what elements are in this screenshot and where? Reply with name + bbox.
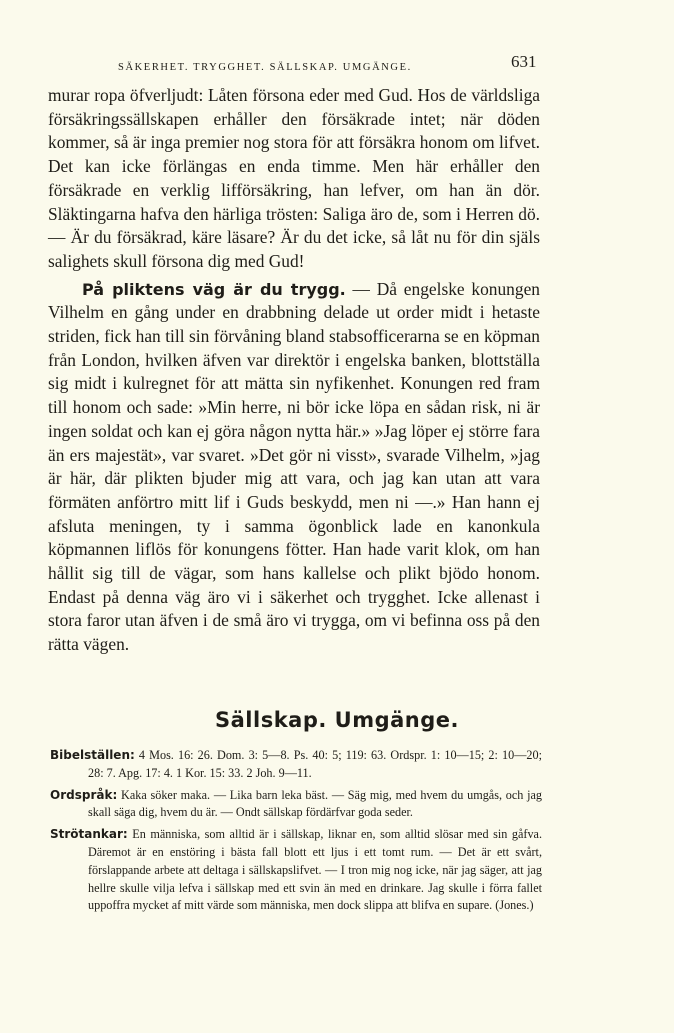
paragraph-continuation: murar ropa öfverljudt: Låten försona eder med Gud. Hos de världsliga försäkringssällskapen erhåller den försäkrade intet; när döden kommer, så är inga premier nog stora för att försäkra honom om lifvet. Det kan icke förlängas en enda timme. Men här erhåller den försäkrade en verklig lifförsäkring, han lefver, om han än dör. Släktingarna hafva den härliga trösten: Saliga äro de, som i Herren dö. — Är du försäkrad, käre läsare? Är du det icke, så låt nu för din själs salighets skull försona dig med Gud! bbox=[48, 85, 540, 271]
ref-text: 4 Mos. 16: 26. Dom. 3: 5—8. Ps. 40: 5; 119: 63. Ordspr. 1: 10—15; 2: 10—20; 28: 7. Apg. 17: 4. 1 Kor. 15: 33. 2 Joh. 9—11. bbox=[88, 748, 542, 780]
page-number: 631 bbox=[511, 52, 537, 71]
body-text bbox=[48, 84, 540, 657]
paragraph-text: — Då engelske konungen Vilhelm en gång under en drabbning delade ut order midt i hetaste striden, fick han till sin förvåning bland stabsofficerarna se en köpman från London, hvilken äfven var direktör i engelska banken, blottställa sig midt i kulregnet för att mätta sin nyfikenhet. Konungen red fram till honom och sade: »Min herre, ni bör icke löpa en sådan risk, ni är ingen soldat och kan ej göra någon nytta här.» »Jag löper ej större fara än ers majestät», var svaret. »Det gör ni visst», svarade Vilhelm, »jag är här, där plikten bjuder mig att vara, och jag kan utan att vara förmäten anförtro mitt lif i Guds beskydd, men ni —.» Han hann ej afsluta meningen, ty i samma ögonblick lade en kanonkula köpmannen liflös för konungens fötter. Han hade varit klok, om han hållit sig till de vägar, som hans kallelse och plikt bjödo honom. Endast på denna väg äro vi i säkerhet och trygghet. Icke allenast i stora faror utan äfven i de små äro vi trygga, om vi befinna oss på den rätta vägen. bbox=[48, 278, 540, 655]
ref-entry-thoughts bbox=[50, 826, 542, 915]
ref-label: Strötankar: bbox=[50, 827, 128, 842]
paragraph-duty bbox=[48, 278, 540, 657]
section-references bbox=[50, 747, 542, 919]
running-head: SÄKERHET. TRYGGHET. SÄLLSKAP. UMGÄNGE. bbox=[118, 62, 412, 73]
ref-entry-proverbs bbox=[50, 787, 542, 823]
ref-label: Ordspråk: bbox=[50, 787, 118, 802]
ref-label: Bibelställen: bbox=[50, 748, 135, 762]
paragraph-heading: På pliktens väg är du trygg. bbox=[82, 279, 346, 299]
section-title: Sällskap. Umgänge. bbox=[215, 708, 459, 732]
ref-text: En människa, som alltid är i sällskap, liknar en, som alltid slösar med sin gåfva. Däremot är en enstöring i bästa fall blott ett ljus i ett tomt rum. — Det är ett svårt, förslappande arbete att deltaga i sällskapslifvet. — I tron mig nog icke, när jag säger, att jag hellre skulle vilja lefva i sällskap med ett svin än med en drinkare. Jag skulle i förra fallet uppoffra mycket af mitt värde som människa, men dock slippa att blifva en supare. (Jones.) bbox=[88, 827, 542, 913]
ref-entry-bible bbox=[50, 747, 542, 783]
ref-text: Kaka söker maka. — Lika barn leka bäst. — Säg mig, med hvem du umgås, och jag skall säga dig, hvem du är. — Ondt sällskap fördärfvar goda seder. bbox=[88, 787, 542, 820]
